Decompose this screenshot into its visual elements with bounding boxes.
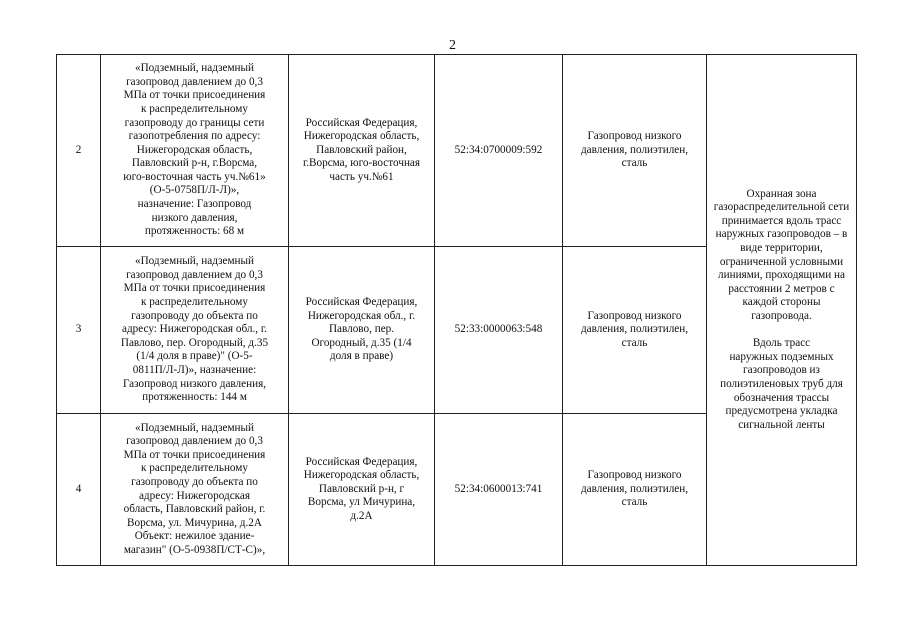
cadastral-number: 52:34:0600013:741 — [435, 414, 563, 566]
protection-zone-text: Охранная зона газораспределительной сети принимается вдоль трасс наружных газопроводов – в виде территории, ограниченной условными линиями, проходящими на расстоянии 2 метров с каждой стороны газопровода. — [713, 187, 850, 322]
row-number: 3 — [57, 247, 101, 414]
object-type: Газопровод низкого давления, полиэтилен, сталь — [563, 55, 707, 247]
protection-zone-cell — [707, 55, 857, 566]
row-number: 2 — [57, 55, 101, 247]
object-description: «Подземный, надземный газопровод давлением до 0,3 МПа от точки присоединения к распределительному газопроводу до объекта по адресу: Нижегородская обл., г. Павлово, пер. Огородный, д.35 (1/4 доля в праве)" (О-5- 0811П/Л-Л)», назначение: Газопровод низкого давления, протяженность: 144 м — [101, 247, 289, 414]
cadastral-number: 52:34:0700009:592 — [435, 55, 563, 247]
cadastral-number: 52:33:0000063:548 — [435, 247, 563, 414]
object-description: «Подземный, надземный газопровод давлением до 0,3 МПа от точки присоединения к распределительному газопроводу до границы сети газопотребления по адресу: Нижегородская область, Павловский р-н, г.Ворсма, юго-восточная часть уч.№61» (О-5-0758П/Л-Л)», назначение: Газопровод низкого давления, протяженность: 68 м — [101, 55, 289, 247]
table-row — [57, 55, 857, 247]
object-type: Газопровод низкого давления, полиэтилен, сталь — [563, 414, 707, 566]
object-address: Российская Федерация, Нижегородская область, Павловский район, г.Ворсма, юго-восточная часть уч.№61 — [289, 55, 435, 247]
object-type: Газопровод низкого давления, полиэтилен, сталь — [563, 247, 707, 414]
marking-tape-text: Вдоль трасс наружных подземных газопроводов из полиэтиленовых труб для обозначения трассы предусмотрена укладка сигнальной ленты — [720, 337, 843, 431]
row-number: 4 — [57, 414, 101, 566]
object-address: Российская Федерация, Нижегородская область, Павловский р-н, г Ворсма, ул Мичурина, д.2А — [289, 414, 435, 566]
object-description: «Подземный, надземный газопровод давлением до 0,3 МПа от точки присоединения к распределительному газопроводу до объекта по адресу: Нижегородская область, Павловский район, г. Ворсма, ул. Мичурина, д.2А Объект: нежилое здание- магазин" (О-5-0938П/СТ-С)», — [101, 414, 289, 566]
object-address: Российская Федерация, Нижегородская обл., г. Павлово, пер. Огородный, д.35 (1/4 доля в праве) — [289, 247, 435, 414]
page-number: 2 — [449, 38, 456, 53]
gas-pipeline-table — [56, 54, 857, 566]
